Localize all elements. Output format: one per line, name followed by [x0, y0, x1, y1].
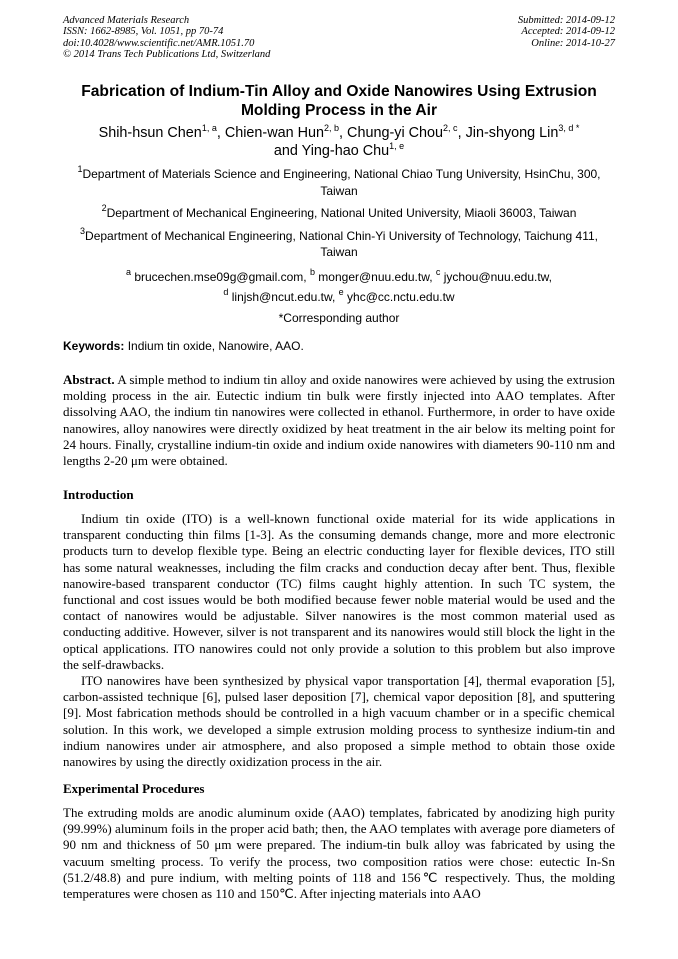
dates-header	[518, 15, 615, 49]
online-date: Online: 2014-10-27	[531, 37, 615, 49]
email-link[interactable]: brucechen.mse09g@gmail.com,	[134, 269, 307, 284]
author-affil-sup: 1, e	[389, 141, 405, 151]
journal-name: Advanced Materials Research	[63, 15, 190, 26]
email-sup: c	[435, 266, 441, 277]
author-affil-sup: 1, a	[201, 123, 217, 133]
journal-issn: ISSN: 1662-8985, Vol. 1051, pp 70-74	[63, 26, 224, 38]
experimental-heading: Experimental Procedures	[63, 781, 205, 796]
introduction-body	[63, 511, 615, 770]
abstract	[63, 372, 615, 469]
author-affil-sup: 2, c	[443, 123, 458, 133]
paper-title: Fabrication of Indium-Tin Alloy and Oxide Nanowires Using Extrusion Molding Process in the Air	[81, 83, 597, 119]
email-sup: a	[125, 266, 131, 277]
email-link[interactable]: monger@nuu.edu.tw,	[318, 269, 433, 284]
paragraph: Indium tin oxide (ITO) is a well-known functional oxide material for its wide applications in transparent conducting thin films [1-3]. As the consuming demands change, more and more electronic products turn to develop flexible type. Being an electric conducting layer for flexible devices, ITO still has some natural weaknesses, including the film cracks and conduction decay after bent. Thus, flexible nanowire-based transparent conductor (TC) films caught highly attention. In such TC system, the functional and cost issues would be both modified because fewer noble material would be used and the contact of nanowires would be adjustable. Silver nanowires is the most common material used as conducting additive. However, silver is not transparent and its nanowires would still block the light in the optical applications. ITO nanowires could not only provide a solution to this problem but also improve the self-drawbacks.	[63, 511, 615, 672]
author-name: Chien-wan Hun	[224, 125, 325, 141]
introduction-heading: Introduction	[63, 487, 134, 502]
affiliation-text: Department of Mechanical Engineering, National United University, Miaoli 36003, Taiwan	[106, 206, 577, 220]
author-affil-sup: 2, b	[324, 123, 340, 133]
abstract-label: Abstract.	[63, 372, 115, 387]
email-sup: e	[338, 286, 344, 297]
author-name: Shih-hsun Chen	[98, 125, 202, 141]
affiliations	[63, 166, 615, 326]
email-sup: b	[309, 266, 315, 277]
paragraph: ITO nanowires have been synthesized by physical vapor transportation [4], thermal evaporation [5], carbon-assisted technique [6], pulsed laser deposition [7], chemical vapor deposition [8], and sputtering [9]. Most fabrication methods should be controlled in a high vacuum chamber or in a specific chemical solution. In this work, we developed a simple extrusion molding process to synthesize indium-tin and indium nanowires under air atmosphere, and also proposed a simple method to obtain those oxide nanowires by using the directly oxidization process in the air.	[63, 673, 615, 770]
accepted-date: Accepted: 2014-09-12	[521, 26, 615, 38]
affiliation-sup: 1	[77, 164, 83, 174]
affiliation	[63, 166, 615, 199]
author-and: and	[273, 143, 298, 159]
email-sup: d	[223, 286, 229, 297]
author-affil-sup: 3, d *	[558, 123, 580, 133]
affiliation-text: Department of Mechanical Engineering, National Chin-Yi University of Technology, Taichung 411, Taiwan	[85, 228, 598, 259]
experimental-body	[63, 805, 615, 902]
keywords	[63, 338, 615, 354]
abstract-text: A simple method to indium tin alloy and oxide nanowires were achieved by using the extrusion molding process in the air. Eutectic indium tin bulk were firstly injected into AAO templates. After dissolving AAO, the indium tin nanowires were collected in ethanol. Furthermore, in order to have oxide nanowires, alloy nanowires were directly oxidized by heat treatment in the air below its melting point for 24 hours. Finally, crystalline indium-tin oxide and indium oxide nanowires with diameters 90-110 nm and lengths 2-20 μm were obtained.	[63, 372, 615, 469]
keywords-text: Indium tin oxide, Nanowire, AAO.	[127, 339, 304, 353]
email-link[interactable]: yhc@cc.nctu.edu.tw	[347, 289, 455, 304]
affiliation-text: Department of Materials Science and Engineering, National Chiao Tung University, HsinChu, 300, Taiwan	[82, 167, 601, 198]
journal-header	[63, 15, 270, 60]
keywords-label: Keywords:	[63, 339, 125, 353]
affiliation-sup: 3	[80, 225, 86, 236]
email-list	[63, 267, 615, 307]
submitted-date: Submitted: 2014-09-12	[517, 15, 615, 26]
email-link[interactable]: jychou@nuu.edu.tw,	[443, 269, 553, 284]
corresponding-author-note: *Corresponding author	[278, 310, 400, 325]
journal-copyright: © 2014 Trans Tech Publications Ltd, Switzerland	[63, 48, 271, 60]
email-link[interactable]: linjsh@ncut.edu.tw,	[231, 289, 336, 304]
author-name: Jin-shyong Lin	[465, 125, 559, 141]
author-list: Shih-hsun Chen$^{1, a}$, Chien-wan Hun$^{2, b}$, Chung-yi Chou$^{2, c}$, Jin-shyong Lin$^{3, d *}$ and Ying-hao Chu$^{1, e}$	[98, 123, 580, 159]
author-name: Chung-yi Chou	[347, 125, 444, 141]
author-name: Ying-hao Chu	[301, 143, 390, 159]
affiliation	[63, 205, 615, 222]
affiliation-sup: 2	[101, 203, 107, 213]
paragraph: The extruding molds are anodic aluminum oxide (AAO) templates, fabricated by anodizing high purity (99.99%) aluminum foils in the proper acid bath; then, the AAO templates with average pore diameters of 90 nm and thickness of 50 μm were prepared. The indium-tin bulk alloy was fabricated by using the vacuum smelting process. To verify the process, two composition ratios were chose: eutectic In-Sn (51.2/48.8) and pure indium, with melting points of 118 and 156℃ respectively. Thus, the molding temperatures were chosen as 110 and 150℃. After injecting materials into AAO	[63, 805, 615, 902]
affiliation	[63, 225, 615, 261]
journal-doi[interactable]: doi:10.4028/www.scientific.net/AMR.1051.70	[63, 37, 255, 49]
